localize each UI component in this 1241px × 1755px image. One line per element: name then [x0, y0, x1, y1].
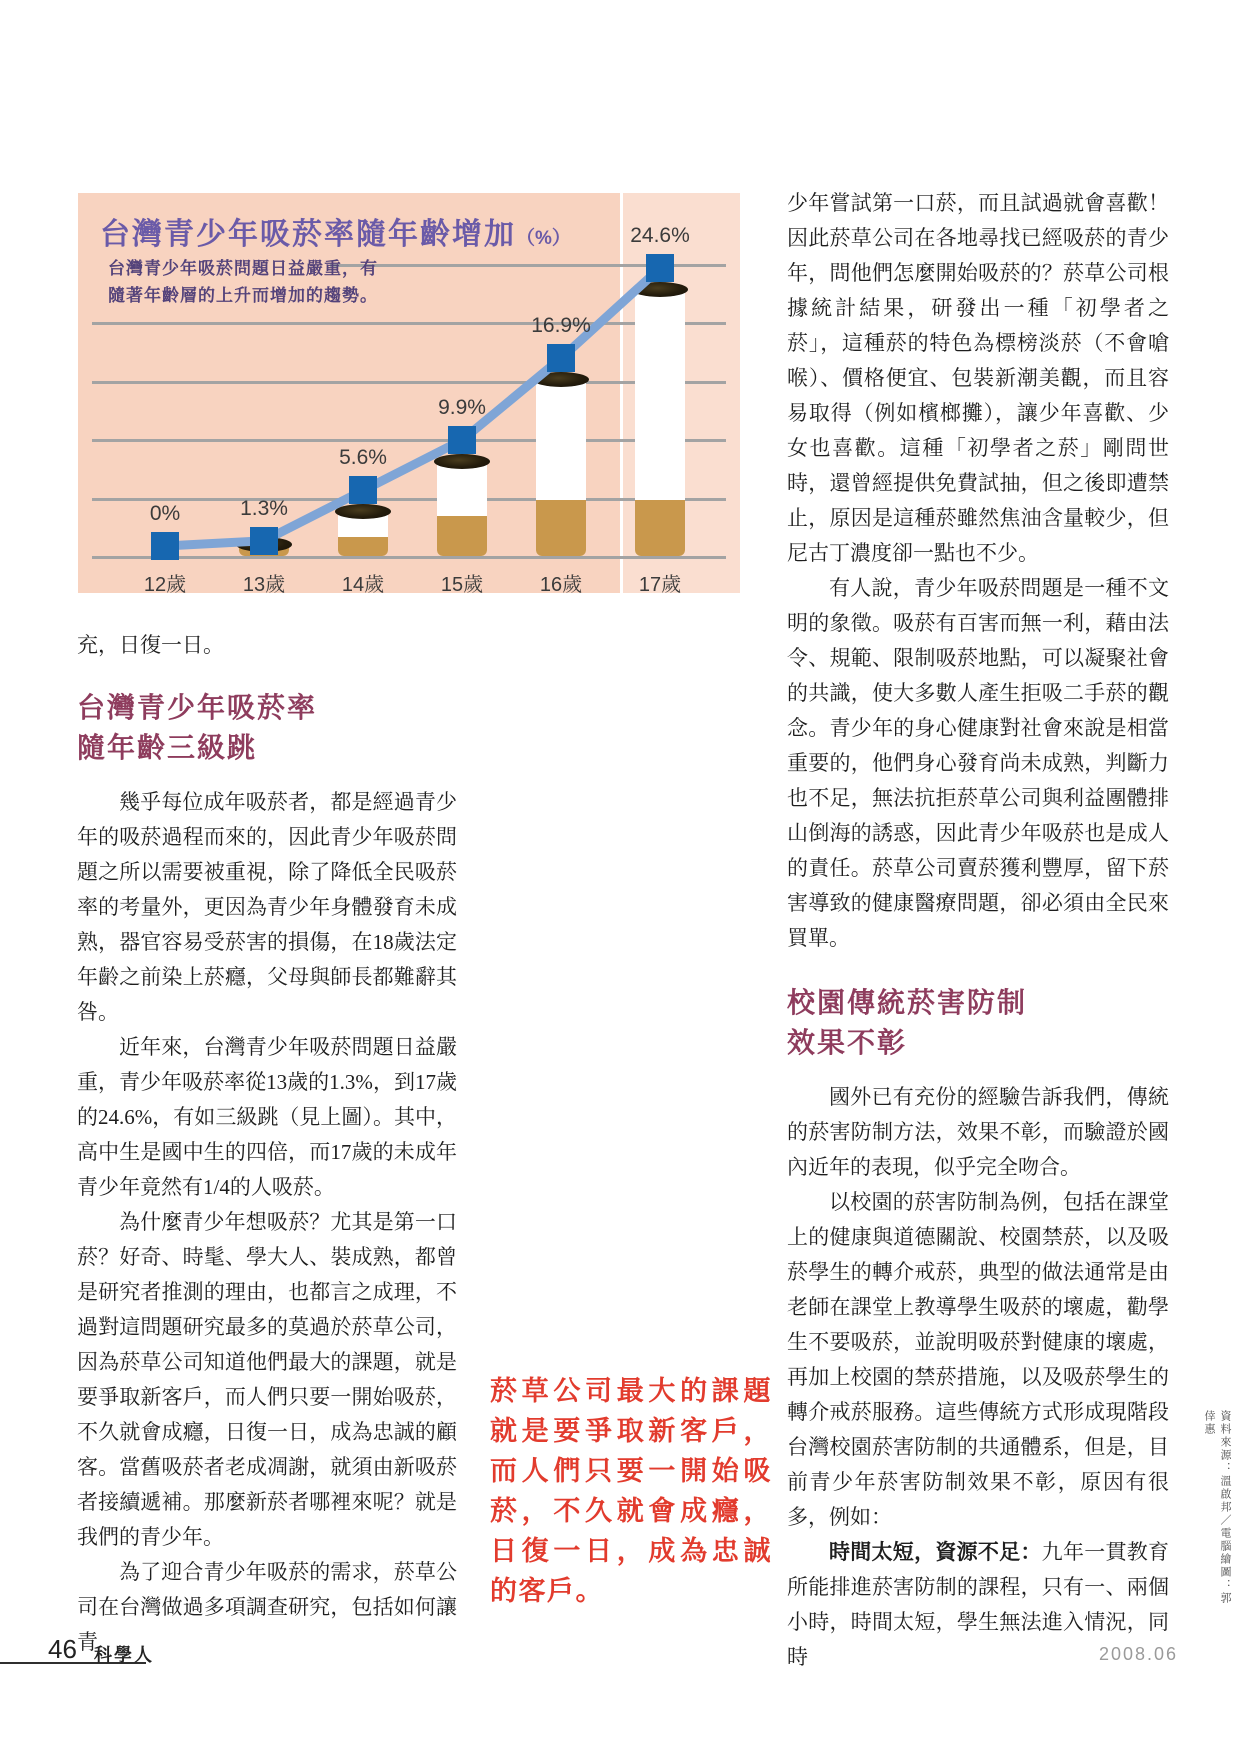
- section-heading-smoking-rate: [77, 689, 457, 769]
- heading-line1: 台灣青少年吸菸率: [77, 693, 318, 724]
- age-label: 15歲: [440, 574, 484, 596]
- body-paragraph: 國外已有充份的經驗告訴我們，傳統的菸害防制方法，效果不彰，而驗證於國內近年的表現，似乎完全吻合。: [787, 1085, 1169, 1179]
- source-credit: 資料來源：溫啟邦／電腦繪圖：郭倖惠: [1203, 1410, 1231, 1605]
- heading-line2: 效果不彰: [787, 1028, 908, 1059]
- magazine-brand: 科學人: [94, 1645, 154, 1665]
- data-point-marker: [646, 254, 674, 282]
- value-label: 1.3%: [240, 496, 288, 520]
- body-paragraph: 少年嘗試第一口菸，而且試過就會喜歡！因此菸草公司在各地尋找已經吸菸的青少年，問他們怎麼開始吸菸的？菸草公司根據統計結果，研發出一種「初學者之菸」，這種菸的特色為標榜淡菸（不會嗆喉）、價格便宜、包裝新潮美觀，而且容易取得（例如檳榔攤），讓少年喜歡、少女也喜歡。這種「初學者之菸」剛問世時，還曾經提供免費試抽，但之後即遭禁止，原因是這種菸雖然焦油含量較少，但尼古丁濃度卻一點也不少。: [787, 191, 1169, 565]
- heading-line2: 隨年齡三級跳: [77, 733, 258, 764]
- body-paragraph: 以校園的菸害防制為例，包括在課堂上的健康與道德關說、校園禁菸，以及吸菸學生的轉介戒菸，典型的做法通常是由老師在課堂上教導學生吸菸的壞處，勸學生不要吸菸，並說明吸菸對健康的壞處，再加上校園的禁菸措施，以及吸菸學生的轉介戒菸服務。這些傳統方式形成現階段台灣校園菸害防制的共通體系，但是，目前青少年菸害防制效果不彰，原因有很多，例如：: [787, 1190, 1169, 1529]
- value-label: 0%: [149, 502, 181, 525]
- age-label: 12歲: [143, 574, 187, 596]
- value-label: 9.9%: [438, 396, 486, 420]
- body-paragraph: 為了迎合青少年吸菸的需求，菸草公司在台灣做過多項調查研究，包括如何讓青: [77, 1560, 457, 1654]
- body-paragraph: 有人說，青少年吸菸問題是一種不文明的象徵。吸菸有百害而無一利，藉由法令、規範、限制吸菸地點，可以凝聚社會的共識，使大多數人產生拒吸二手菸的觀念。青少年的身心健康對社會來說是相當重要的，他們身心發育尚未成熟，判斷力也不足，無法抗拒菸草公司與利益團體排山倒海的誘惑，因此青少年吸菸也是成人的責任。菸草公司賣菸獲利豐厚，留下菸害導致的健康醫療問題，卻必須由全民來買單。: [787, 576, 1169, 950]
- left-column: [77, 628, 457, 1660]
- chart-title-unit: （%）: [516, 228, 571, 249]
- age-label: 13歲: [242, 574, 286, 596]
- age-label: 14歲: [341, 574, 385, 596]
- data-point-marker: [151, 532, 179, 560]
- value-label: 16.9%: [531, 314, 591, 338]
- age-label: 16歲: [539, 574, 583, 596]
- page-number: 46: [48, 1634, 77, 1664]
- body-paragraph: 近年來，台灣青少年吸菸問題日益嚴重，青少年吸菸率從13歲的1.3%，到17歲的24.6%，有如三級跳（見上圖）。其中，高中生是國中生的四倍，而17歲的未成年青少年竟然有1/4的人吸菸。: [77, 1035, 457, 1199]
- heading-line1: 校園傳統菸害防制: [787, 988, 1028, 1019]
- smoking-rate-chart: [78, 193, 740, 596]
- chart-subtitle-line1: 台灣青少年吸菸問題日益嚴重，有: [108, 259, 378, 278]
- chart-subtitle: [108, 255, 378, 309]
- chart-title: [100, 209, 571, 253]
- body-paragraph: 幾乎每位成年吸菸者，都是經過青少年的吸菸過程而來的，因此青少年吸菸問題之所以需要被重視，除了降低全民吸菸率的考量外，更因為青少年身體發育未成熟，器官容易受菸害的損傷，在18歲法定年齡之前染上菸癮，父母與師長都難辭其咎。: [77, 790, 457, 1024]
- body-paragraph: 為什麼青少年想吸菸？尤其是第一口菸？好奇、時髦、學大人、裝成熟，都曾是研究者推測的理由，也都言之成理，不過對這問題研究最多的莫過於菸草公司，因為菸草公司知道他們最大的課題，就是要爭取新客戶，而人們只要一開始吸菸，不久就會成癮，日復一日，成為忠誠的顧客。當舊吸菸者老成凋謝，就須由新吸菸者接續遞補。那麼新菸者哪裡來呢？就是我們的青少年。: [77, 1210, 457, 1549]
- continuation-paragraph: 充，日復一日。: [77, 633, 224, 657]
- data-point-marker: [250, 527, 278, 555]
- bold-lead-rest: 九年一貫教育所能排進菸害防制的課程，只有一、兩個小時，時間太短，學生無法進入情況，同時: [787, 1540, 1170, 1669]
- chart-plot: [78, 193, 740, 596]
- chart-title-text: 台灣青少年吸菸率隨年齡增加: [100, 218, 516, 251]
- chart-subtitle-line2: 隨著年齡層的上升而增加的趨勢。: [108, 286, 378, 305]
- section-heading-school-prevention: [787, 984, 1169, 1064]
- data-point-marker: [349, 476, 377, 504]
- pull-quote: 菸草公司最大的課題就是要爭取新客戶，而人們只要一開始吸菸，不久就會成癮，日復一日，成為忠誠的客戶。: [490, 1376, 772, 1606]
- issue-date: 2008.06: [1099, 1644, 1179, 1664]
- right-column: [787, 186, 1169, 1675]
- bold-lead-text: 時間太短，資源不足：: [829, 1540, 1042, 1564]
- age-label: 17歲: [638, 574, 682, 596]
- value-label: 24.6%: [630, 224, 690, 248]
- data-point-marker: [448, 426, 476, 454]
- data-point-marker: [547, 344, 575, 372]
- value-label: 5.6%: [339, 446, 387, 470]
